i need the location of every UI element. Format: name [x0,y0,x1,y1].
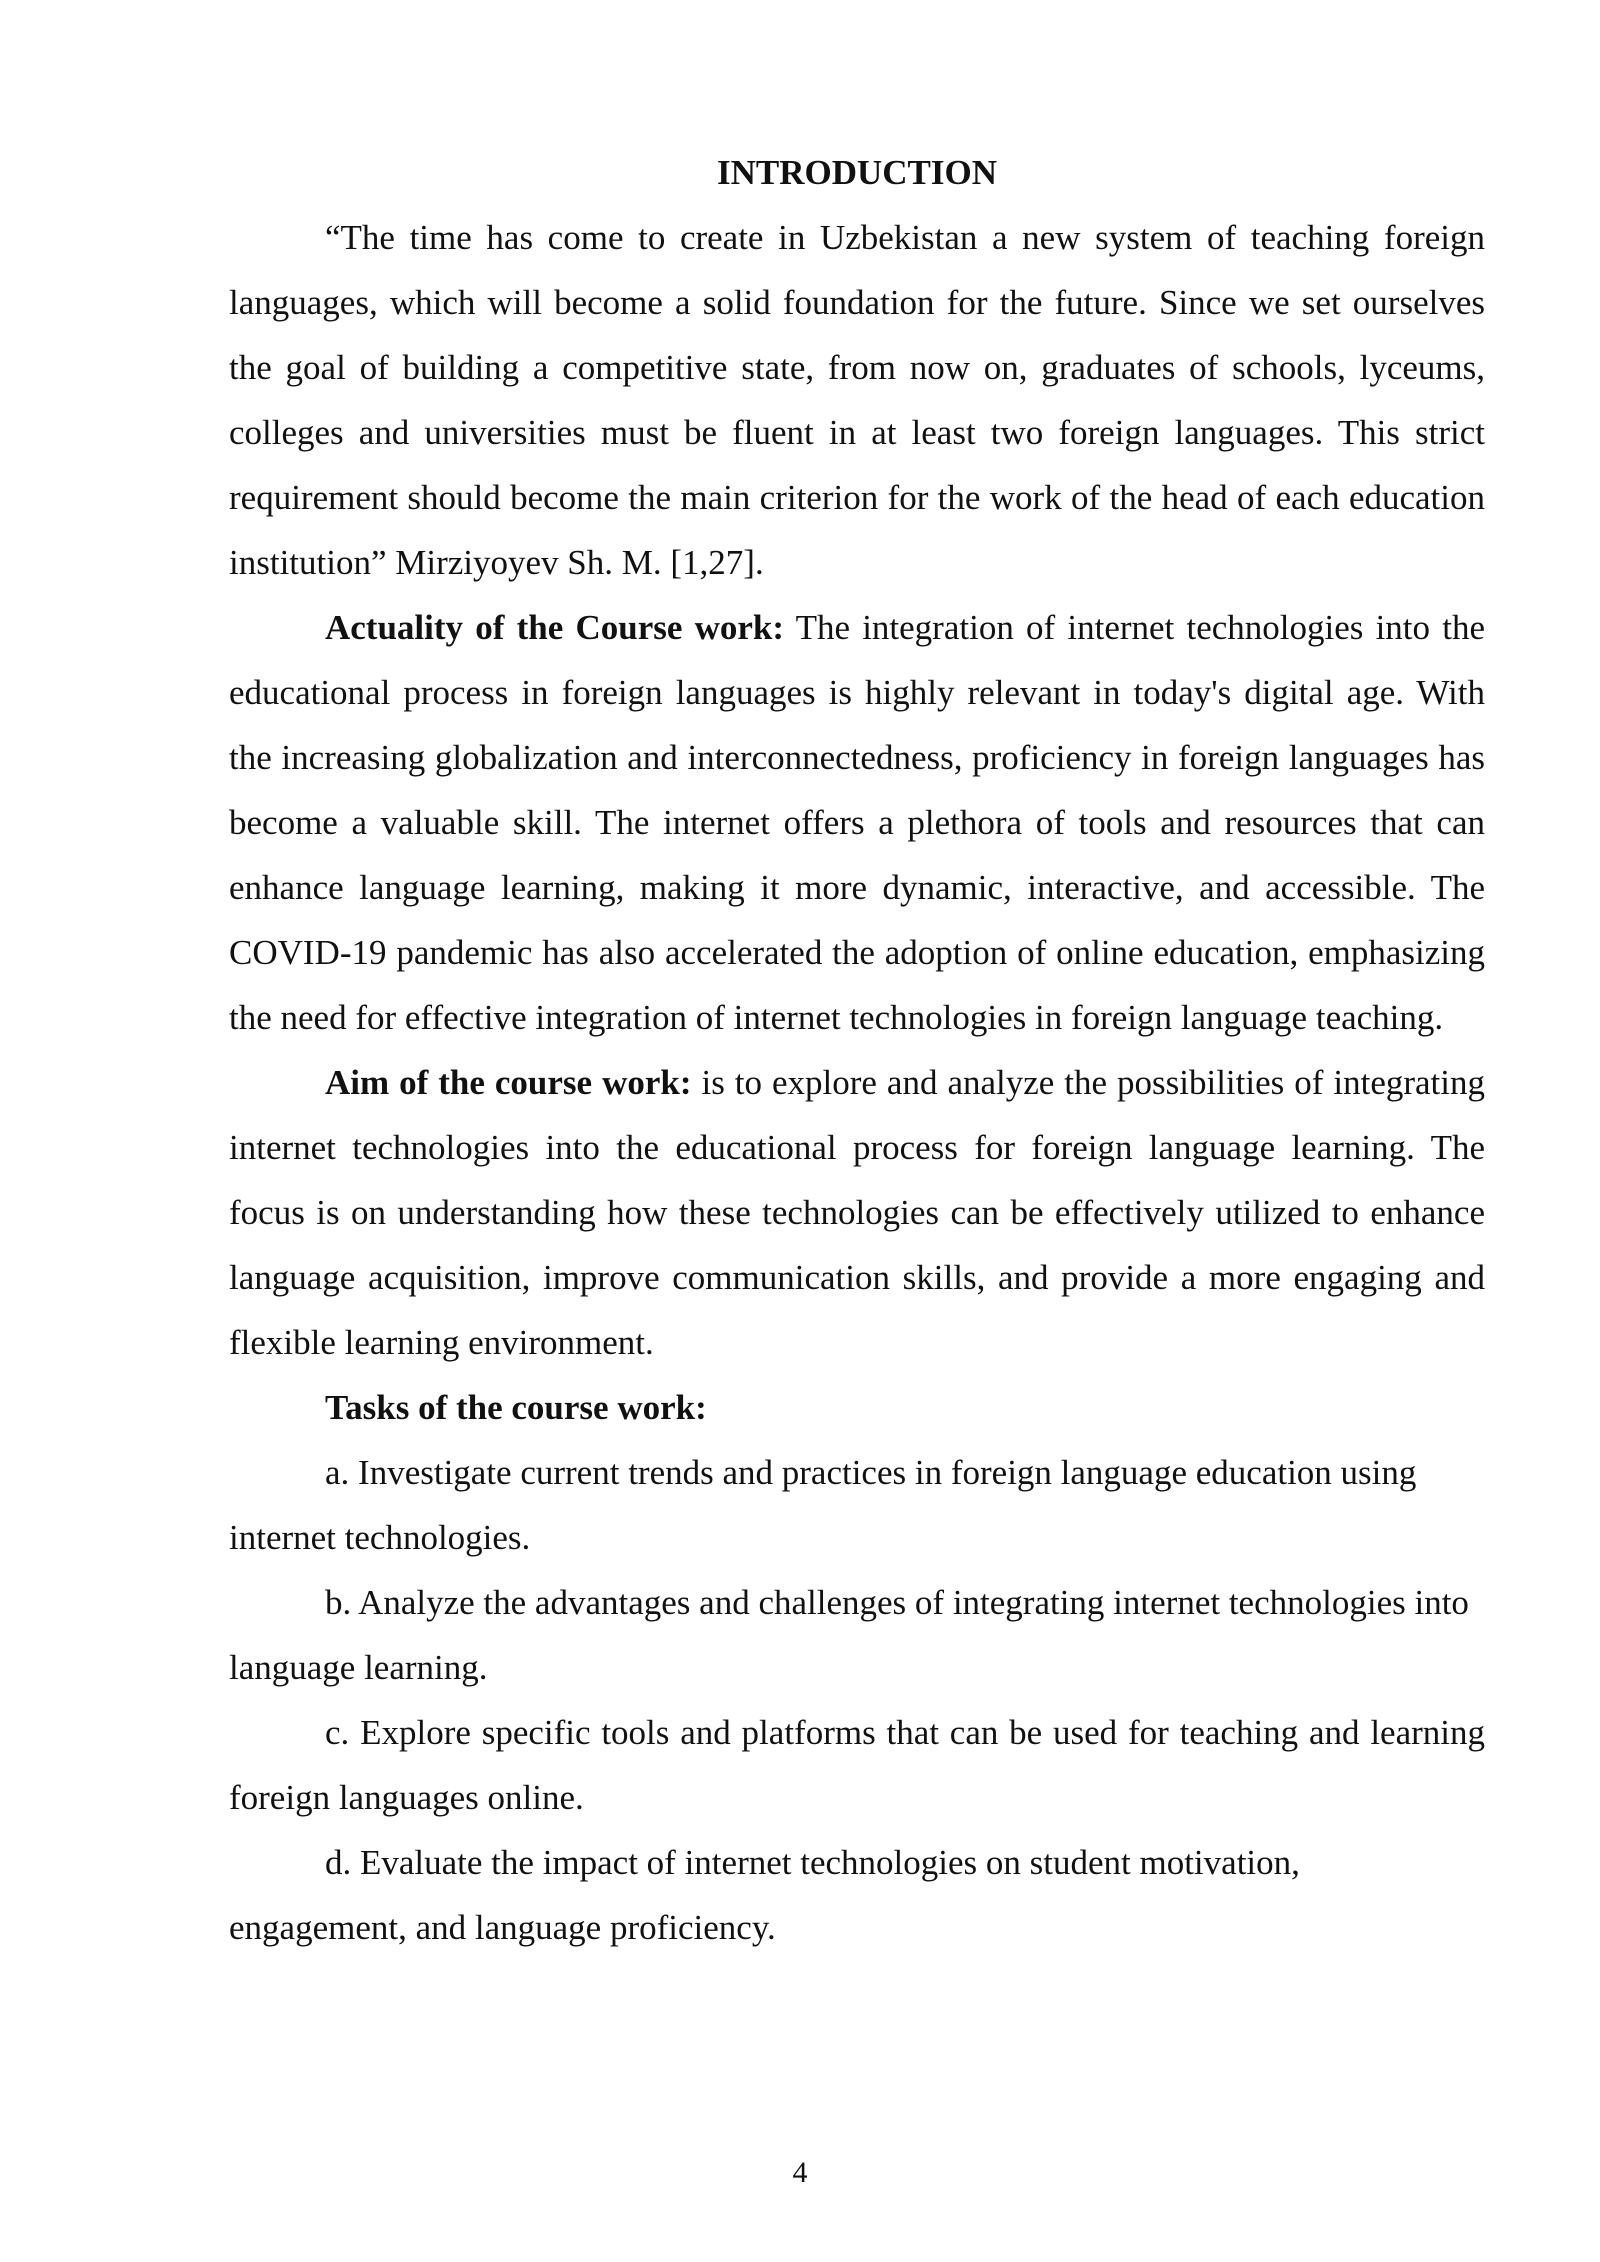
task-item-c: c. Explore specific tools and platforms that can be used for teaching and learning foreign languages online. [229,1713,1485,1817]
document-page [229,140,1485,1960]
aim-paragraph [229,1050,1485,1375]
task-item-a: a. Investigate current trends and practices in foreign language education using internet technologies. [229,1453,1417,1557]
tasks-heading [229,1375,1485,1440]
aim-label: Aim of the course work: [325,1063,692,1102]
section-heading: INTRODUCTION [716,153,998,192]
actuality-paragraph [229,595,1485,1050]
page-number: 4 [792,2156,808,2189]
task-item-b: b. Analyze the advantages and challenges of integrating internet technologies into language learning. [229,1583,1469,1687]
actuality-text: The integration of internet technologies into the educational process in foreign languages is highly relevant in today's digital age. With the increasing globalization and interconnectedness, proficiency in foreign languages has become a valuable skill. The internet offers a plethora of tools and resources that can enhance language learning, making it more dynamic, interactive, and accessible. The COVID-19 pandemic has also accelerated the adoption of online education, emphasizing the need for effective integration of internet technologies in foreign language teaching. [229,608,1485,1037]
aim-text: is to explore and analyze the possibilities of integrating internet technologies into the educational process for foreign language learning. The focus is on understanding how these technologies can be effectively utilized to enhance language acquisition, improve communication skills, and provide a more engaging and flexible learning environment. [229,1063,1485,1362]
tasks-label: Tasks of the course work: [325,1388,707,1427]
task-item-d: d. Evaluate the impact of internet technologies on student motivation, engagement, and language proficiency. [229,1843,1300,1947]
quote-paragraph: “The time has come to create in Uzbekistan a new system of teaching foreign languages, which will become a solid foundation for the future. Since we set ourselves the goal of building a competitive state, from now on, graduates of schools, lyceums, colleges and universities must be fluent in at least two foreign languages. This strict requirement should become the main criterion for the work of the head of each education institution” Mirziyoyev Sh. M. [1,27]. [229,218,1485,582]
actuality-label: Actuality of the Course work: [325,608,785,647]
